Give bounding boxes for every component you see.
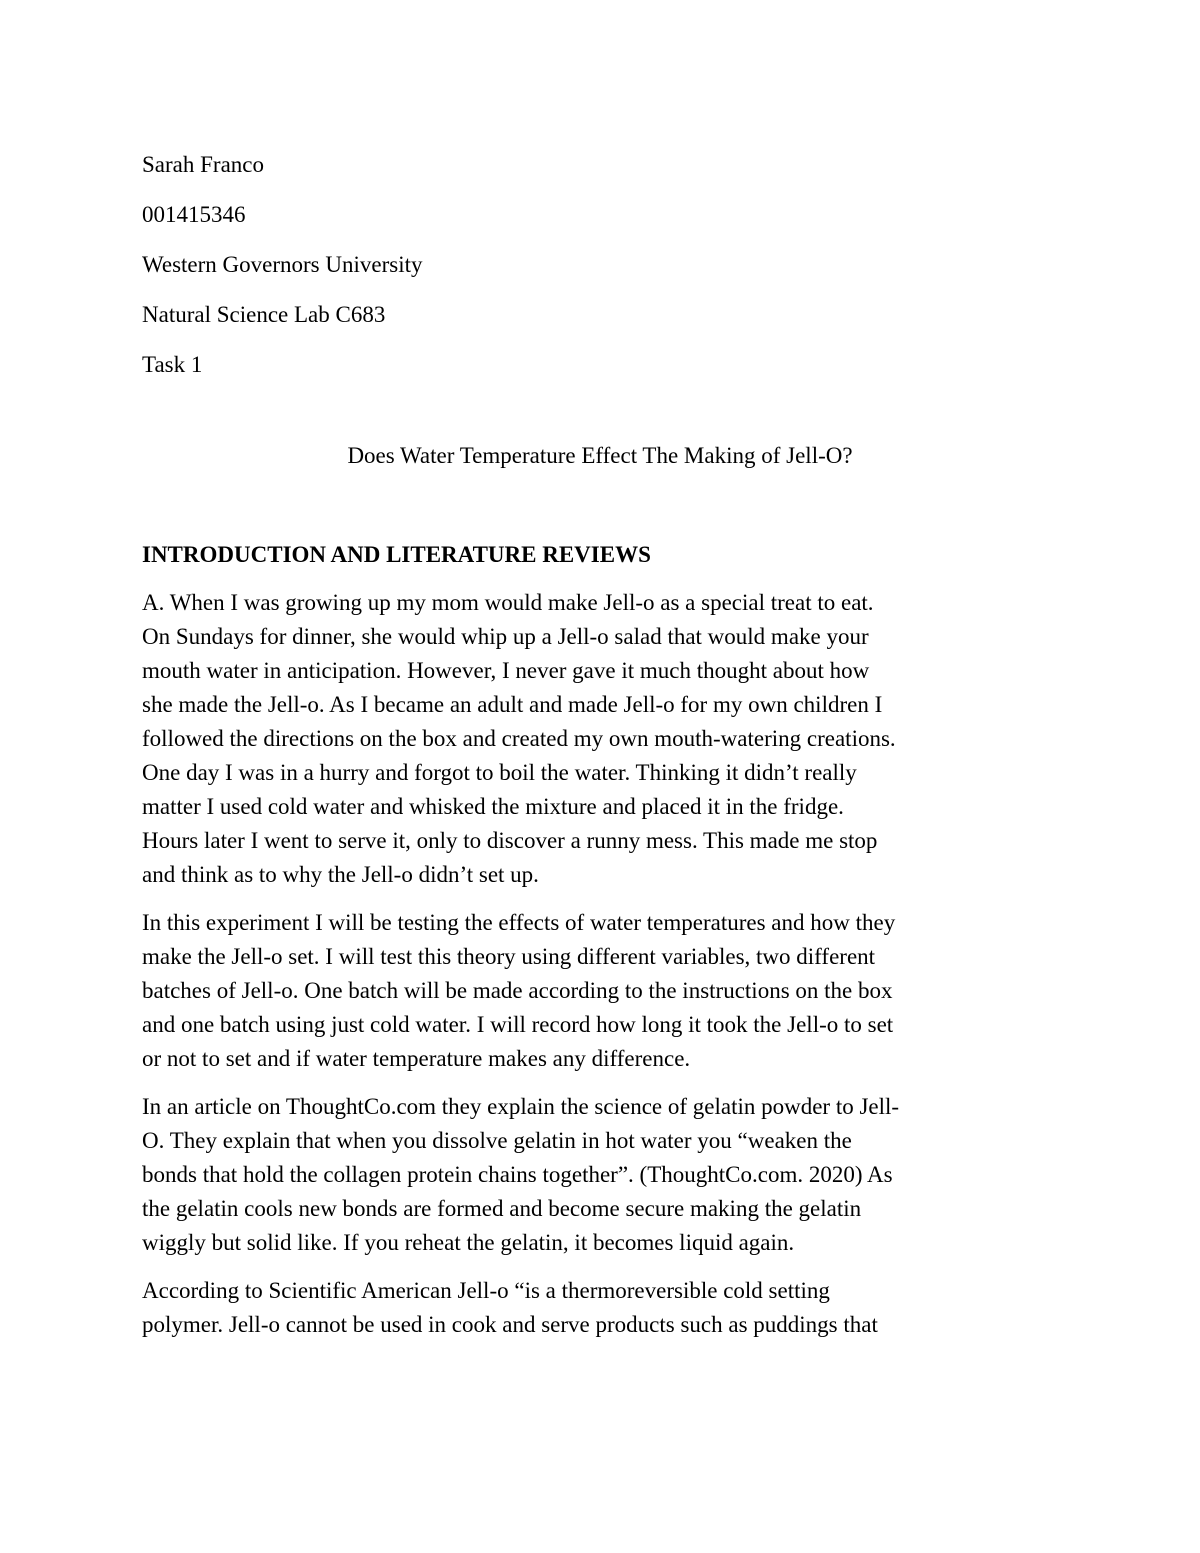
text-line: One day I was in a hurry and forgot to boil the water. Thinking it didn’t really [142, 760, 857, 785]
text-line: she made the Jell-o. As I became an adult and made Jell-o for my own children I [142, 692, 883, 717]
section-heading: INTRODUCTION AND LITERATURE REVIEWS [142, 542, 651, 567]
text-line: polymer. Jell-o cannot be used in cook and serve products such as puddings that [142, 1312, 878, 1337]
paragraph [142, 1090, 1062, 1260]
paragraph [142, 906, 1062, 1076]
text-line: or not to set and if water temperature makes any difference. [142, 1046, 691, 1071]
text-line: A. When I was growing up my mom would make Jell-o as a special treat to eat. [142, 590, 874, 615]
text-line: batches of Jell-o. One batch will be made according to the instructions on the box [142, 978, 893, 1003]
document-title: Does Water Temperature Effect The Making of Jell-O? [347, 443, 853, 468]
paragraph [142, 1274, 1062, 1342]
text-line: In this experiment I will be testing the effects of water temperatures and how they [142, 910, 896, 935]
document-body [142, 538, 1062, 1356]
text-line: the gelatin cools new bonds are formed and become secure making the gelatin [142, 1196, 862, 1221]
author-header [142, 140, 1042, 390]
text-line: and think as to why the Jell-o didn’t set up. [142, 862, 539, 887]
text-line: According to Scientific American Jell-o “is a thermoreversible cold setting [142, 1278, 830, 1303]
text-line: In an article on ThoughtCo.com they explain the science of gelatin powder to Jell- [142, 1094, 900, 1119]
text-line: followed the directions on the box and created my own mouth-watering creations. [142, 726, 896, 751]
paragraph [142, 586, 1062, 892]
text-line: make the Jell-o set. I will test this theory using different variables, two different [142, 944, 876, 969]
university-name: Western Governors University [142, 252, 423, 277]
student-id: 001415346 [142, 202, 246, 227]
text-line: On Sundays for dinner, she would whip up a Jell-o salad that would make your [142, 624, 869, 649]
text-line: Hours later I went to serve it, only to discover a runny mess. This made me stop [142, 828, 878, 853]
text-line: and one batch using just cold water. I will record how long it took the Jell-o to set [142, 1012, 894, 1037]
text-line: wiggly but solid like. If you reheat the gelatin, it becomes liquid again. [142, 1230, 795, 1255]
task-label: Task 1 [142, 352, 203, 377]
text-line: O. They explain that when you dissolve gelatin in hot water you “weaken the [142, 1128, 852, 1153]
course-name: Natural Science Lab C683 [142, 302, 386, 327]
text-line: bonds that hold the collagen protein chains together”. (ThoughtCo.com. 2020) As [142, 1162, 893, 1187]
text-line: mouth water in anticipation. However, I never gave it much thought about how [142, 658, 870, 683]
author-name: Sarah Franco [142, 152, 264, 177]
text-line: matter I used cold water and whisked the mixture and placed it in the fridge. [142, 794, 844, 819]
